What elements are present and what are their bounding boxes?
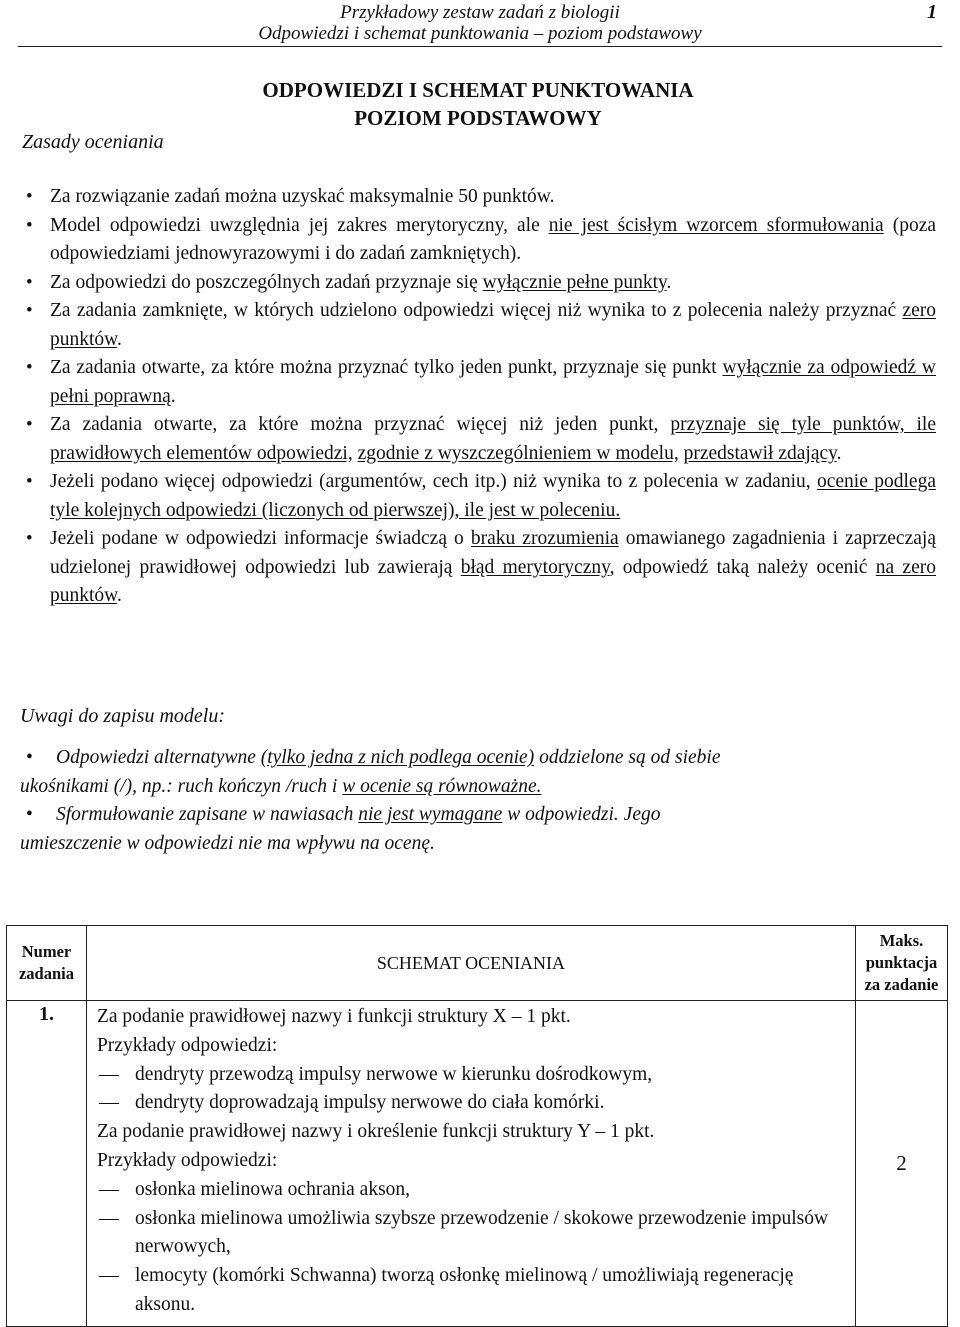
rule-item: • Za zadania otwarte, za które można przyznać tylko jeden punkt, przyznaje się punkt wyłącznie za odpowiedź w pełni poprawną. bbox=[0, 354, 960, 411]
task-number: 1. bbox=[7, 1001, 87, 1327]
rule-item: • Za zadania otwarte, za które można przyznać więcej niż jeden punkt, przyznaje się tyle punktów, ile prawidłowych elementów odpowiedzi, zgodnie z wyszczególnieniem w modelu, przedstawił zdający. bbox=[0, 411, 960, 468]
section-label: Zasady oceniania bbox=[22, 131, 164, 153]
rule-item: • Za odpowiedzi do poszczególnych zadań przyznaje się wyłącznie pełne punkty. bbox=[0, 269, 960, 298]
page-number: 1 bbox=[927, 1, 937, 23]
rule-item: • Jeżeli podano więcej odpowiedzi (argumentów, cech itp.) niż wynika to z polecenia w zadaniu, ocenie podlega tyle kolejnych odpowiedzi (liczonych od pierwszej), ile jest w poleceniu. bbox=[0, 468, 960, 525]
task-schema: Za podanie prawidłowej nazwy i funkcji struktury X – 1 pkt. Przykłady odpowiedzi: dendryty przewodzą impulsy nerwowe w kierunku dośrodkowym, dendryty doprowadzają impulsy nerwowe do ciała komórki. Za podanie prawidłowej nazwy i określenie funkcji struktury Y – 1 pkt. Przykłady odpowiedzi: osłonka mielinowa ochrania akson, osłonka mielinowa umożliwia szybsze przewodzenie / skokowe przewodzenie impulsów nerwowych, lemocyty (komórki Schwanna) tworzą osłonkę mielinową / umożliwiają regenerację aksonu. bbox=[86, 1001, 855, 1327]
rule-item: • Za rozwiązanie zadań można uzyskać maksymalnie 50 punktów. bbox=[0, 183, 960, 212]
header-subject: Przykładowy zestaw zadań z biologii bbox=[340, 2, 620, 23]
answer-example: dendryty doprowadzają impulsy nerwowe do ciała komórki. bbox=[97, 1089, 847, 1118]
answer-example: lemocyty (komórki Schwanna) tworzą osłonkę mielinową / umożliwiają regenerację aksonu. bbox=[97, 1262, 847, 1320]
scoring-table bbox=[6, 925, 948, 1327]
title-line-2: POZIOM PODSTAWOWY bbox=[354, 106, 602, 130]
notes-title: Uwagi do zapisu modelu: bbox=[20, 705, 225, 727]
answer-example: dendryty przewodzą impulsy nerwowe w kierunku dośrodkowym, bbox=[97, 1061, 847, 1090]
table-header-row bbox=[7, 926, 948, 1001]
page-header bbox=[0, 0, 960, 46]
rule-item: • Model odpowiedzi uwzględnia jej zakres merytoryczny, ale nie jest ścisłym wzorcem sformułowania (poza odpowiedziami jednowyrazowymi i do zadań zamkniętych). bbox=[0, 212, 960, 269]
col-header-max-points: Maks. punktacja za zadanie bbox=[856, 926, 948, 1001]
table-row bbox=[7, 1001, 948, 1327]
answer-example: osłonka mielinowa umożliwia szybsze przewodzenie / skokowe przewodzenie impulsów nerwowych, bbox=[97, 1205, 847, 1263]
title-line-1: ODPOWIEDZI I SCHEMAT PUNKTOWANIA bbox=[262, 78, 694, 102]
header-subtitle: Odpowiedzi i schemat punktowania – poziom podstawowy bbox=[258, 23, 702, 44]
note-item: • Sformułowanie zapisane w nawiasach nie jest wymagane w odpowiedzi. Jego umieszczenie w odpowiedzi nie ma wpływu na ocenę. bbox=[0, 801, 960, 858]
col-header-number: Numer zadania bbox=[7, 926, 87, 1001]
note-item: • Odpowiedzi alternatywne (tylko jedna z nich podlega ocenie) oddzielone są od siebie ukośnikami (/), np.: ruch kończyn /ruch i w ocenie są równoważne. bbox=[0, 744, 960, 801]
notes-list bbox=[0, 744, 960, 858]
rule-item: • Za zadania zamknięte, w których udzielono odpowiedzi więcej niż wynika to z polecenia należy przyznać zero punktów. bbox=[0, 297, 960, 354]
header-rule bbox=[18, 46, 942, 47]
rule-item: • Jeżeli podane w odpowiedzi informacje świadczą o braku zrozumienia omawianego zagadnienia i zaprzeczają udzielonej prawidłowej odpowiedzi lub zawierają błąd merytoryczny, odpowiedź taką należy ocenić na zero punktów. bbox=[0, 525, 960, 611]
col-header-schema: SCHEMAT OCENIANIA bbox=[86, 926, 855, 1001]
rules-list bbox=[0, 183, 960, 611]
answer-example: osłonka mielinowa ochrania akson, bbox=[97, 1176, 847, 1205]
task-max-points: 2 bbox=[856, 1001, 948, 1327]
document-title bbox=[228, 76, 728, 132]
